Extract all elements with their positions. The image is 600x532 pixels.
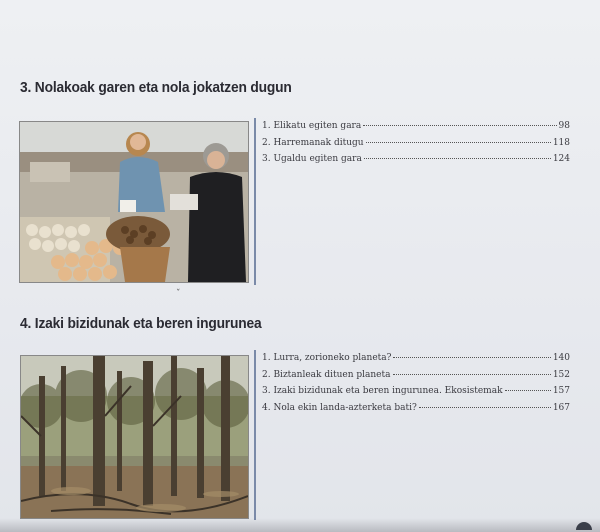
entry-label: 3. Ugaldu egiten gara [262,154,362,164]
leader-dots [366,142,551,143]
entry-page: 157 [552,386,570,396]
section-4-title: 4. Izaki bizidunak eta beren ingurunea [20,315,262,332]
toc-entry[interactable] [262,154,570,171]
entry-label: 4. Nola ekin landa-azterketa bati? [262,402,417,413]
entry-page: 167 [552,402,570,413]
leader-dots [419,407,551,408]
toc-entry[interactable] [262,121,570,138]
toc-entry[interactable] [262,386,570,403]
toc-entry[interactable] [262,138,570,155]
entry-page: 124 [552,154,570,164]
section-3-title: 3. Nolakoak garen eta nola jokatzen dugun [20,79,292,96]
leader-dots [364,158,551,159]
entry-label: 2. Harremanak ditugu [262,137,364,148]
toc-entry[interactable] [262,403,570,420]
section-3-contents [262,121,570,171]
section-4-contents [262,353,570,419]
entry-label: 1. Lurra, zorioneko planeta? [262,353,392,363]
page-corner-mark [576,522,592,530]
section-4-divider [254,350,256,520]
leader-dots [505,390,551,391]
market-stall-photo [19,121,249,283]
leader-dots [393,374,551,375]
toc-entry[interactable] [262,370,570,387]
entry-label: 1. Elikatu egiten gara [262,121,362,131]
leader-dots [363,125,556,126]
entry-page: 118 [552,137,570,148]
entry-page: 140 [552,353,570,363]
entry-page: 98 [558,121,570,131]
section-3-divider [254,118,256,285]
stray-mark: ˇ [176,289,181,299]
entry-page: 152 [552,369,570,380]
entry-label: 3. Izaki bizidunak eta beren ingurunea. Ekosistemak [262,386,503,396]
leader-dots [393,357,550,358]
entry-label: 2. Biztanleak dituen planeta [262,369,391,380]
forest-photo [20,355,249,519]
toc-entry[interactable] [262,353,570,370]
